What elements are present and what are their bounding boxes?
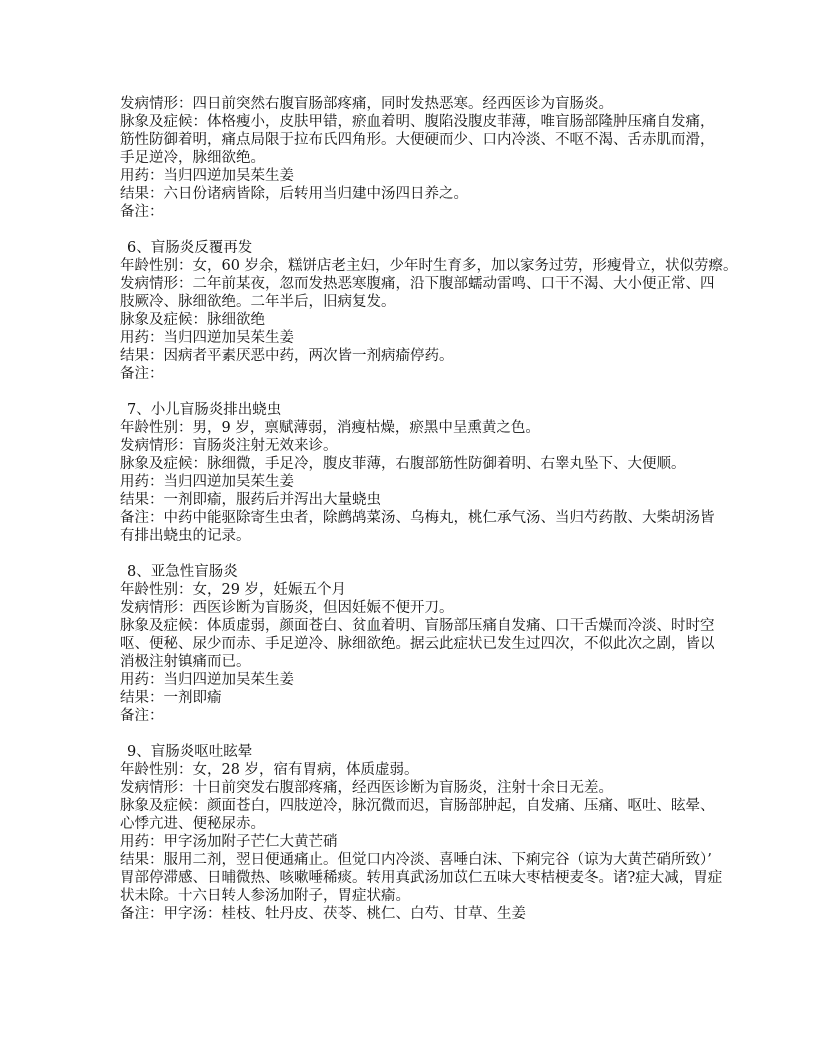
text-line: 用药：甲字汤加附子芒仁大黄芒硝 (120, 834, 338, 850)
blank-line (120, 545, 738, 563)
blank-line (120, 221, 738, 239)
text-line: 备注： (120, 366, 164, 382)
text-line: 胃部停滞感、日晡微热、咳嗽唾稀痰。转用真武汤加苡仁五味大枣桔梗麦冬。诸?症大减，胃症 (120, 870, 723, 886)
text-line: 发病情形：四日前突然右腹盲肠部疼痛，同时发热恶寒。经西医诊为盲肠炎。 (120, 96, 613, 112)
text-line: 呕、便秘、尿少而赤、手足逆冷、脉细欲绝。据云此症状已发生过四次，不似此次之剧，皆以 (120, 636, 715, 652)
text-line: 用药：当归四逆加吴茱生姜 (120, 474, 294, 490)
text-line: 肢厥冷、脉细欲绝。二年半后，旧病复发。 (120, 294, 396, 310)
text-line: 状未除。十六日转人参汤加附子，胃症状瘉。 (120, 888, 410, 904)
text-line: 用药：当归四逆加吴茱生姜 (120, 330, 294, 346)
text-line: 结果：一剂即瘉，服药后并泻出大量蛲虫 (120, 492, 381, 508)
text-line: 手足逆冷，脉细欲绝。 (120, 150, 265, 166)
text-line: 消极注射镇痛而已。 (120, 654, 251, 670)
text-line: 结果：服用二剂，翌日便通痛止。但觉口内冷淡、喜唾白沫、下痢完谷（谅为大黄芒硝所致）’ (120, 852, 712, 868)
text-line: 脉象及症候：颜面苍白，四肢逆冷，脉沉微而迟，盲肠部肿起，自发痛、压痛、呕吐、眩晕、 (120, 798, 715, 814)
text-line: 备注：中药中能驱除寄生虫者，除鹧鸪菜汤、乌梅丸，桃仁承气汤、当归芍药散、大柴胡汤皆 (120, 510, 715, 526)
text-line: 脉象及症候：脉细欲绝 (120, 312, 265, 328)
text-line: 年龄性别：女，29 岁，妊娠五个月 (120, 582, 347, 598)
text-line: 年龄性别：男，9 岁，禀赋薄弱，消瘦枯燥，瘀黑中呈熏黄之色。 (120, 420, 540, 436)
blank-line (120, 725, 738, 743)
text-line: 发病情形：西医诊断为盲肠炎，但因妊娠不便开刀。 (120, 600, 454, 616)
document-body (120, 95, 738, 923)
text-line: 用药：当归四逆加吴茱生姜 (120, 168, 294, 184)
text-line: 有排出蛲虫的记录。 (120, 528, 251, 544)
blank-line (120, 383, 738, 401)
case-heading: 9、盲肠炎呕吐眩晕 (127, 744, 253, 760)
text-line: 脉象及症候：体质虚弱，颜面苍白、贫血着明、盲肠部压痛自发痛、口干舌燥而冷淡、时时空 (120, 618, 715, 634)
case-heading: 6、盲肠炎反覆再发 (127, 240, 253, 256)
case-heading: 8、亚急性盲肠炎 (127, 564, 238, 580)
text-line: 脉象及症候：体格瘦小，皮肤甲错，瘀血着明、腹陷没腹皮菲薄，唯盲肠部隆肿压痛自发痛， (120, 114, 715, 130)
text-line: 结果：一剂即瘉 (120, 690, 222, 706)
text-line: 用药：当归四逆加吴茱生姜 (120, 672, 294, 688)
text-line: 发病情形：二年前某夜，忽而发热恶寒腹痛，沿下腹部蠕动雷鸣、口干不渴、大小便正常、四 (120, 276, 715, 292)
text-line: 脉象及症候：脉细微，手足冷，腹皮菲薄，右腹部筋性防御着明、右睾丸坠下、大便顺。 (120, 456, 686, 472)
text-line: 备注：甲字汤：桂枝、牡丹皮、茯苓、桃仁、白芍、甘草、生姜 (120, 906, 526, 922)
text-line: 发病情形：盲肠炎注射无效来诊。 (120, 438, 338, 454)
text-line: 筋性防御着明，痛点局限于拉布氏四角形。大便硬而少、口内冷淡、不呕不渴、舌赤肌而滑， (120, 132, 715, 148)
text-line: 结果：六日份诸病皆除，后转用当归建中汤四日养之。 (120, 186, 468, 202)
text-line: 备注： (120, 204, 164, 220)
case-heading: 7、小儿盲肠炎排出蛲虫 (127, 402, 282, 418)
text-line: 发病情形：十日前突发右腹部疼痛，经西医诊断为盲肠炎，注射十余日无差。 (120, 780, 613, 796)
text-line: 年龄性别：女，60 岁余，糕饼店老主妇，少年时生育多，加以家务过劳，形瘦骨立，状似劳瘵。 (120, 258, 738, 274)
text-line: 心悸亢进、便秘尿赤。 (120, 816, 265, 832)
text-line: 结果：因病者平素厌恶中药，两次皆一剂病瘉停药。 (120, 348, 454, 364)
text-line: 年龄性别：女，28 岁，宿有胃病，体质虚弱。 (120, 762, 419, 778)
text-line: 备注： (120, 708, 164, 724)
